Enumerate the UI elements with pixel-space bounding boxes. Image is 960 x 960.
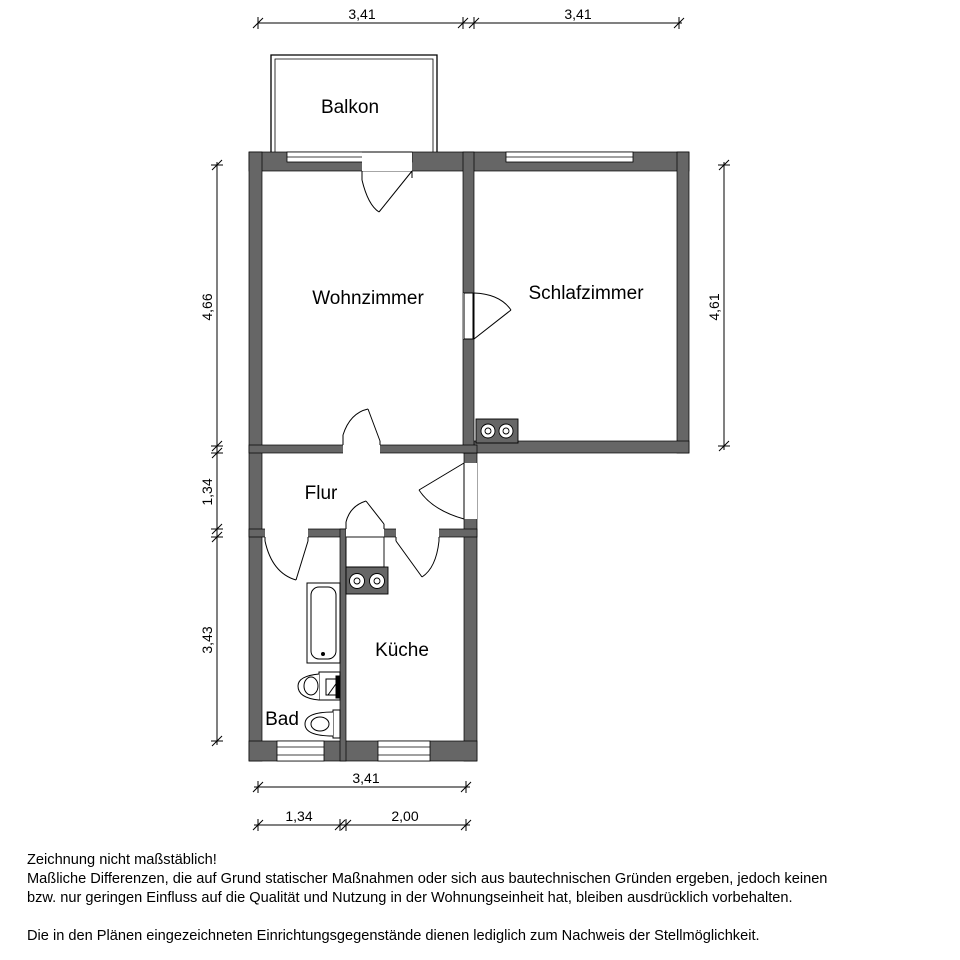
bathtub-icon	[307, 583, 340, 663]
dim-bottom-left: 1,34	[285, 808, 313, 824]
dim-left-lower: 3,43	[199, 626, 215, 654]
dim-left-upper: 4,66	[199, 293, 215, 321]
dim-right: 4,61	[706, 293, 722, 321]
dim-top-right: 3,41	[564, 6, 592, 22]
windows	[277, 152, 633, 761]
note-deviation-line2: bzw. nur geringen Einfluss auf die Qualität und Nutzung in der Wohnungseinheit hat, bleiben ausdrücklich vorbehalten.	[27, 890, 793, 906]
washbasin-icon	[298, 672, 340, 700]
room-label-schlafzimmer: Schlafzimmer	[528, 283, 644, 304]
stove-bedroom-icon	[476, 419, 518, 443]
note-furniture: Die in den Plänen eingezeichneten Einrichtungsgegenstände dienen lediglich zum Nachweis der Stellmöglichkeit.	[27, 928, 760, 944]
room-label-balkon: Balkon	[320, 97, 380, 118]
room-label-kueche: Küche	[375, 640, 429, 661]
dim-bottom-right: 2,00	[391, 808, 419, 824]
kitchen-cabinet-icon	[346, 537, 384, 567]
door-openings	[265, 152, 477, 538]
note-not-to-scale: Zeichnung nicht maßstäblich!	[27, 852, 217, 868]
room-label-wohnzimmer: Wohnzimmer	[312, 288, 424, 309]
note-deviation-line1: Maßliche Differenzen, die auf Grund statischer Maßnahmen oder sich aus bautechnischen Gründen ergeben, jedoch keinen	[27, 871, 828, 887]
room-label-flur: Flur	[304, 483, 338, 504]
walls	[249, 152, 689, 761]
room-label-bad: Bad	[265, 709, 299, 730]
dim-bottom-total: 3,41	[352, 770, 380, 786]
toilet-icon	[305, 710, 340, 738]
dim-left-middle: 1,34	[199, 478, 215, 506]
stove-kitchen-icon	[346, 567, 388, 594]
dim-top-left: 3,41	[348, 6, 376, 22]
disclaimer-notes	[27, 851, 952, 946]
